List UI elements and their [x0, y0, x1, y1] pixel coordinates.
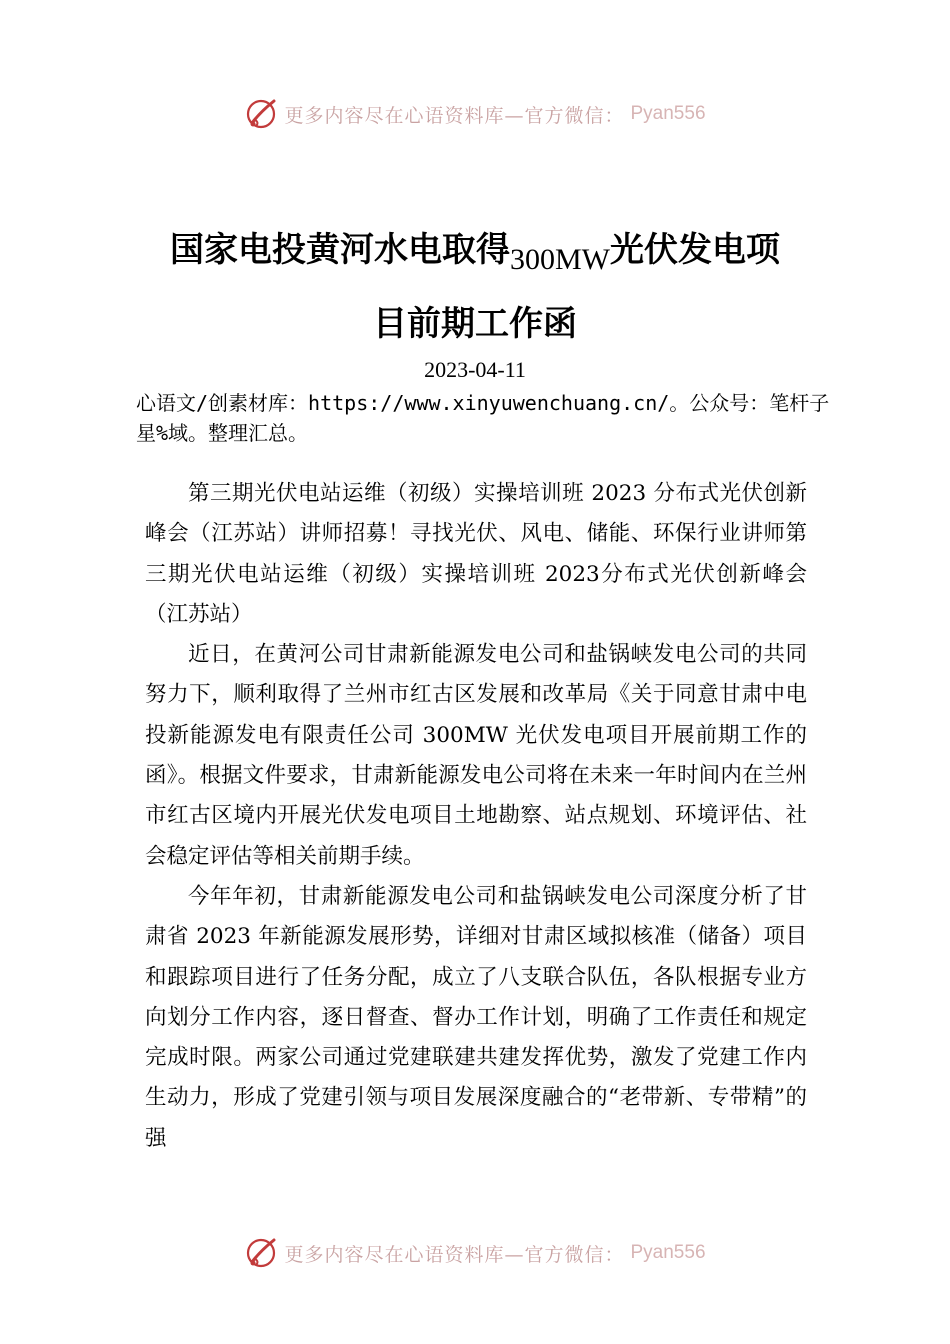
document-date: 2023-04-11	[424, 357, 526, 382]
document-title-line-2: 目前期工作函	[373, 304, 577, 344]
document-body	[145, 474, 807, 1159]
header-wechat-id: Pyan556	[630, 103, 706, 124]
title-part-2: 光伏发电项	[610, 230, 780, 270]
paragraph-1: 第三期光伏电站运维（初级）实操培训班 2023 分布式光伏创新峰会（江苏站）讲师招募！寻找光伏、风电、储能、环保行业讲师第三期光伏电站运维（初级）实操培训班 2023分布式光伏创新峰会（江苏站）	[145, 481, 807, 627]
document-title-line-1	[0, 222, 950, 276]
paragraph-2: 近日，在黄河公司甘肃新能源发电公司和盐锅峡发电公司的共同努力下，顺利取得了兰州市红古区发展和改革局《关于同意甘肃中电投新能源发电有限责任公司 300MW 光伏发电项目开展前期工作的函》。根据文件要求，甘肃新能源发电公司将在未来一年时间内在兰州市红古区境内开展光伏发电项目土地勘察、站点规划、环境评估、社会稳定评估等相关前期手续。	[145, 642, 807, 869]
source-note: 心语文/创素材库：https://www.xinyuwenchuang.cn/。公众号：笔杆子星%域。整理汇总。	[136, 391, 830, 445]
title-number: 300MW	[510, 243, 610, 276]
footer-wechat-id: Pyan556	[630, 1242, 706, 1263]
footer-banner-text: 更多内容尽在心语资料库—官方微信：	[284, 1243, 625, 1266]
footer-banner	[0, 1233, 950, 1273]
header-banner-text: 更多内容尽在心语资料库—官方微信：	[284, 104, 625, 127]
title-part-1: 国家电投黄河水电取得	[170, 230, 510, 270]
header-banner	[0, 94, 950, 134]
brush-logo-icon	[244, 97, 278, 131]
paragraph-3: 今年年初，甘肃新能源发电公司和盐锅峡发电公司深度分析了甘肃省 2023 年新能源发展形势，详细对甘肃区域拟核准（储备）项目和跟踪项目进行了任务分配，成立了八支联合队伍，各队根据专业方向划分工作内容，逐日督查、督办工作计划，明确了工作责任和规定完成时限。两家公司通过党建联建共建发挥优势，激发了党建工作内生动力，形成了党建引领与项目发展深度融合的“老带新、专带精”的强	[145, 883, 807, 1151]
brush-logo-icon	[244, 1236, 278, 1270]
